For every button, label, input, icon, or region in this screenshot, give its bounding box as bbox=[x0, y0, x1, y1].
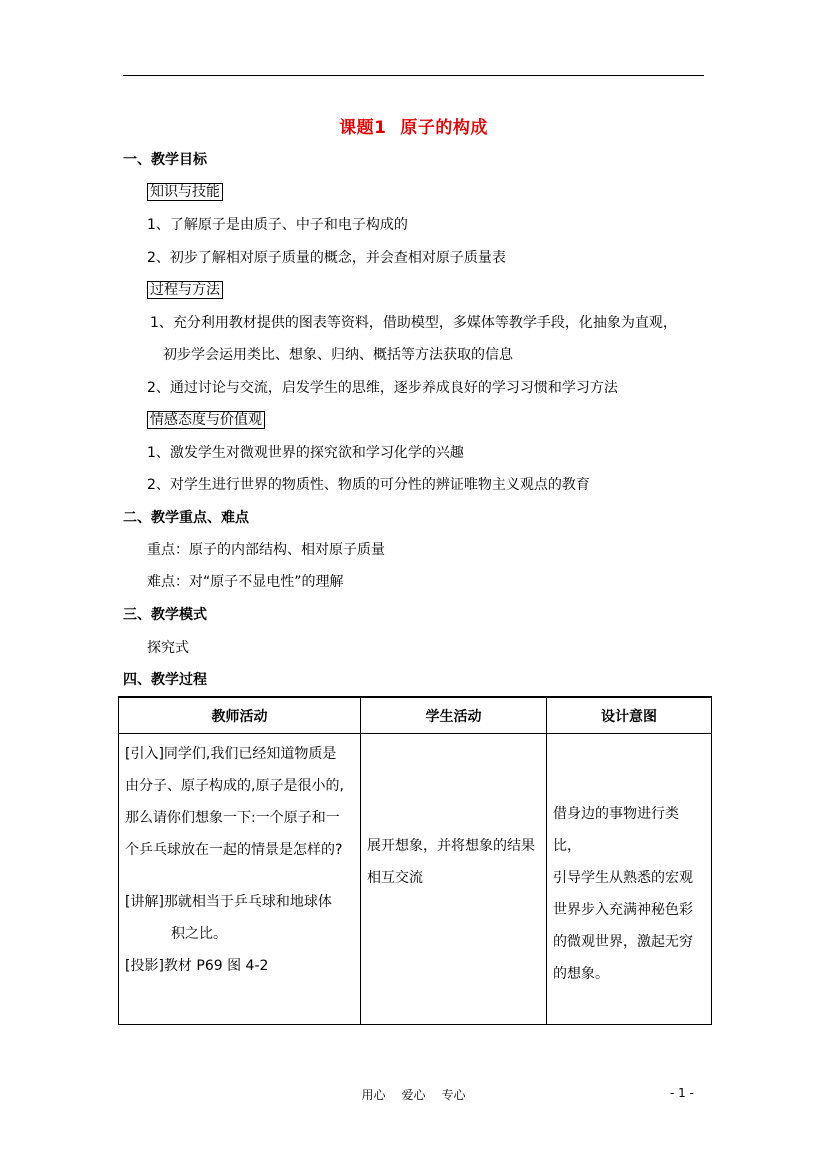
page-number: - 1 - bbox=[670, 1086, 694, 1100]
cell-design-intent bbox=[547, 734, 712, 1025]
lesson-title bbox=[0, 113, 827, 138]
cell-teacher-activity bbox=[119, 734, 361, 1025]
teaching-process-table bbox=[118, 696, 712, 1025]
design-line-2: 引导学生从熟悉的宏观 bbox=[553, 870, 693, 886]
projection-line: [投影]教材 P69 图 4-2 bbox=[125, 958, 269, 974]
design-line-5: 的想象。 bbox=[553, 966, 609, 982]
knowledge-item-1: 1、了解原子是由质子、中子和电子构成的 bbox=[147, 217, 408, 233]
header-rule bbox=[123, 75, 704, 76]
lesson-number: 课题1 bbox=[339, 118, 387, 138]
cell-student-activity bbox=[361, 734, 547, 1025]
header-student-activity: 学生活动 bbox=[361, 697, 547, 734]
subheading-process: 过程与方法 bbox=[147, 280, 223, 300]
student-line-1: 展开想象，并将想象的结果 bbox=[367, 838, 535, 854]
process-item-1-line-2: 初步学会运用类比、想象、归纳、概括等方法获取的信息 bbox=[163, 347, 513, 363]
table-row bbox=[119, 734, 712, 1025]
lesson-name: 原子的构成 bbox=[400, 118, 488, 138]
section-heading-process: 四、教学过程 bbox=[123, 672, 207, 688]
process-item-1-line-1: 1、充分利用教材提供的图表等资料，借助模型，多媒体等教学手段，化抽象为直观， bbox=[150, 315, 677, 331]
emotion-item-2: 2、对学生进行世界的物质性、物质的可分性的辨证唯物主义观点的教育 bbox=[147, 477, 590, 493]
design-line-3: 世界步入充满神秘色彩 bbox=[553, 902, 693, 918]
teaching-mode: 探究式 bbox=[147, 640, 189, 656]
section-heading-keypoints: 二、教学重点、难点 bbox=[123, 510, 249, 526]
header-teacher-activity: 教师活动 bbox=[119, 697, 361, 734]
intro-line-3: 那么请你们想象一下:一个原子和一 bbox=[125, 810, 340, 826]
key-point: 重点：原子的内部结构、相对原子质量 bbox=[147, 542, 385, 558]
section-heading-objectives: 一、教学目标 bbox=[123, 152, 207, 168]
emotion-item-1: 1、激发学生对微观世界的探究欲和学习化学的兴趣 bbox=[147, 445, 464, 461]
intro-line-1: [引入]同学们,我们已经知道物质是 bbox=[125, 746, 337, 762]
difficult-point: 难点：对“原子不显电性”的理解 bbox=[147, 574, 344, 590]
section-heading-mode: 三、教学模式 bbox=[123, 607, 207, 623]
design-line-1: 借身边的事物进行类比， bbox=[553, 806, 679, 854]
footer-motto: 用心 爱心 专心 bbox=[361, 1088, 466, 1102]
explain-line-1: [讲解]那就相当于乒乓球和地球体 bbox=[125, 894, 332, 910]
design-line-4: 的微观世界，激起无穷 bbox=[553, 934, 693, 950]
intro-line-4: 个乒乓球放在一起的情景是怎样的? bbox=[125, 842, 343, 858]
explain-line-2: 积之比。 bbox=[171, 926, 227, 942]
subheading-emotion: 情感态度与价值观 bbox=[147, 410, 265, 430]
header-design-intent: 设计意图 bbox=[547, 697, 712, 734]
subheading-knowledge: 知识与技能 bbox=[147, 182, 223, 202]
table-header-row bbox=[119, 697, 712, 734]
process-item-2: 2、通过讨论与交流，启发学生的思维，逐步养成良好的学习习惯和学习方法 bbox=[147, 380, 618, 396]
student-line-2: 相互交流 bbox=[367, 870, 423, 886]
knowledge-item-2: 2、初步了解相对原子质量的概念，并会查相对原子质量表 bbox=[147, 250, 506, 266]
intro-line-2: 由分子、原子构成的,原子是很小的, bbox=[125, 778, 344, 794]
